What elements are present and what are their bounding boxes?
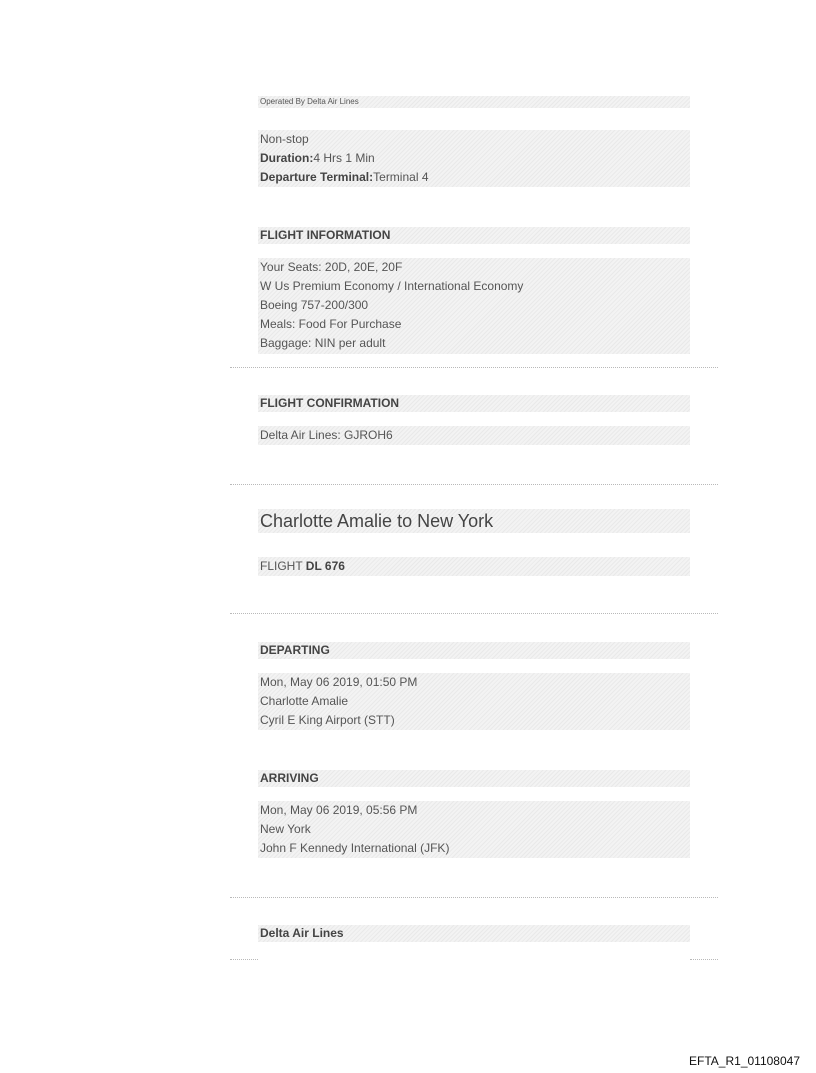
duration-line xyxy=(260,149,690,168)
flight-confirmation-heading: FLIGHT CONFIRMATION xyxy=(260,396,400,410)
meals-text: Meals: Food For Purchase xyxy=(260,317,402,331)
baggage-text: Baggage: NIN per adult xyxy=(260,336,386,350)
cabin-text: W Us Premium Economy / International Economy xyxy=(260,279,524,293)
flight-number-line xyxy=(260,557,690,576)
stops-text: Non-stop xyxy=(260,132,309,146)
flight-information-details xyxy=(258,258,690,354)
terminal-label: Departure Terminal: xyxy=(260,170,374,184)
route-title: Charlotte Amalie to New York xyxy=(260,511,494,531)
departing-airport: Cyril E King Airport (STT) xyxy=(260,713,395,727)
flight-information-heading-block xyxy=(258,227,690,244)
divider xyxy=(230,484,718,485)
divider-left-stub xyxy=(230,959,258,960)
airline-block xyxy=(258,925,690,942)
arriving-airport: John F Kennedy International (JFK) xyxy=(260,841,450,855)
divider xyxy=(230,897,718,898)
duration-value: 4 Hrs 1 Min xyxy=(313,151,375,165)
arriving-city: New York xyxy=(260,822,311,836)
route-title-block xyxy=(258,509,690,533)
terminal-value: Terminal 4 xyxy=(373,170,429,184)
arriving-heading-block xyxy=(258,770,690,787)
divider-right-stub xyxy=(690,959,718,960)
departing-city: Charlotte Amalie xyxy=(260,694,349,708)
arriving-datetime: Mon, May 06 2019, 05:56 PM xyxy=(260,803,418,817)
flight-number: DL 676 xyxy=(305,559,345,573)
airline-name: Delta Air Lines xyxy=(260,926,344,940)
operated-by-block xyxy=(258,96,690,108)
terminal-line xyxy=(260,168,690,187)
arriving-heading: ARRIVING xyxy=(260,771,319,785)
departing-details xyxy=(258,673,690,730)
segment1-details xyxy=(258,130,690,187)
flight-prefix: FLIGHT xyxy=(260,559,306,573)
departing-heading-block xyxy=(258,642,690,659)
confirmation-code: Delta Air Lines: GJROH6 xyxy=(260,428,393,442)
flight-confirmation-details xyxy=(258,426,690,445)
duration-label: Duration: xyxy=(260,151,314,165)
divider xyxy=(230,613,718,614)
aircraft-text: Boeing 757-200/300 xyxy=(260,298,369,312)
arriving-details xyxy=(258,801,690,858)
divider xyxy=(230,367,718,368)
flight-information-heading: FLIGHT INFORMATION xyxy=(260,228,391,242)
departing-heading: DEPARTING xyxy=(260,643,330,657)
document-id: EFTA_R1_01108047 xyxy=(689,1054,800,1068)
departing-datetime: Mon, May 06 2019, 01:50 PM xyxy=(260,675,418,689)
operated-by-text: Operated By Delta Air Lines xyxy=(260,97,359,106)
flight-number-block xyxy=(258,557,690,576)
flight-confirmation-heading-block xyxy=(258,395,690,412)
seats-text: Your Seats: 20D, 20E, 20F xyxy=(260,260,403,274)
